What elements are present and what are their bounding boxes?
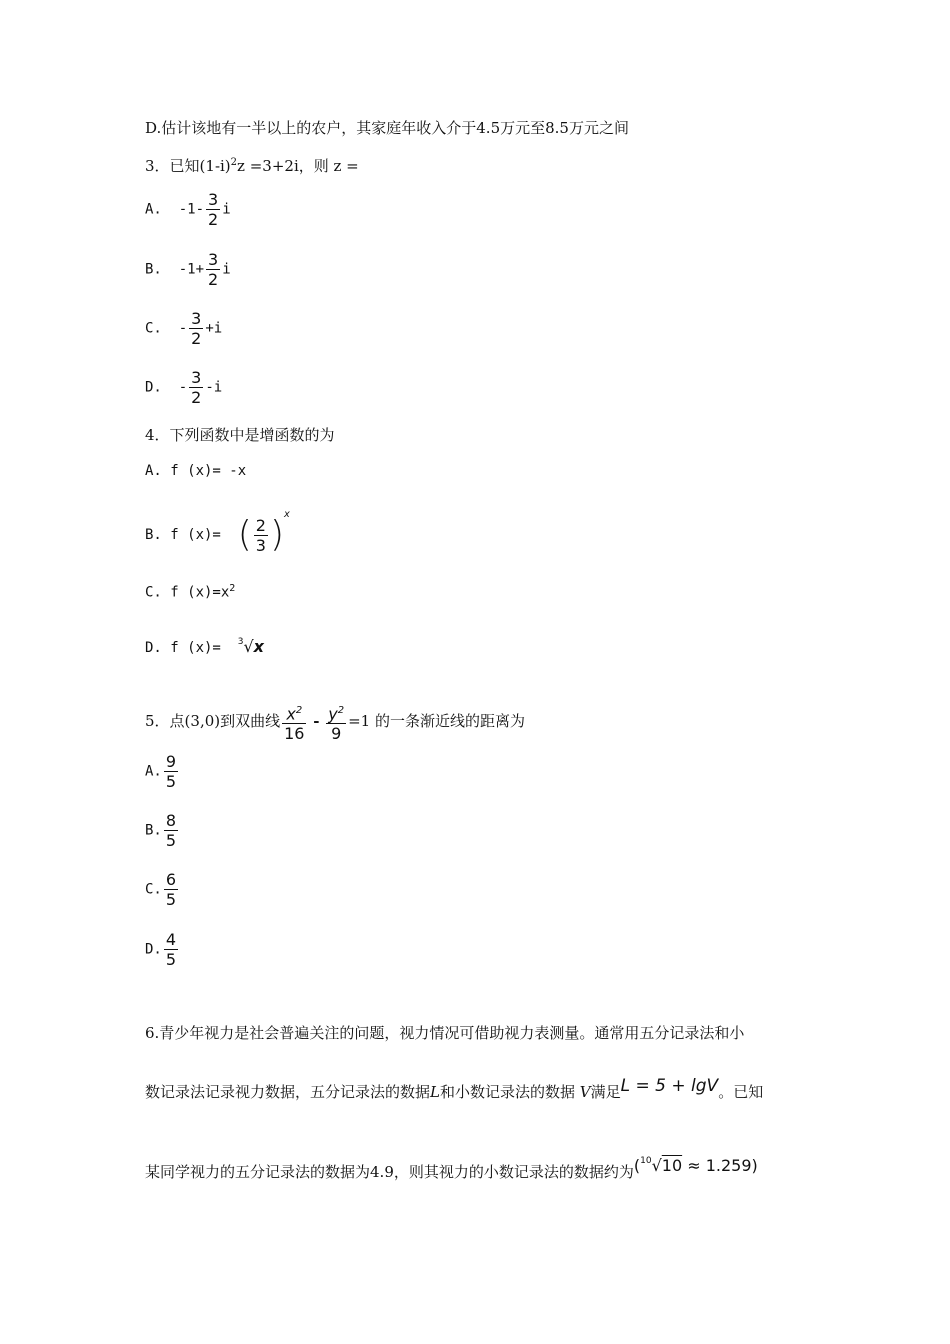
q6-line2-pre: 数记录法记录视力数据，五分记录法的数据 [145,1083,431,1101]
q6-line-2 [145,1076,764,1102]
fraction-numerator: 3 [208,250,219,269]
fraction-denominator: 2 [208,270,219,289]
fraction-denominator: 16 [284,724,305,744]
fraction-y2-9 [326,701,346,743]
fraction-denominator: 9 [326,723,346,743]
q3-stem-suffix: z =3+2i，则 z = [237,157,359,175]
fraction-denominator: 5 [165,831,177,850]
exponent: 2 [229,583,236,594]
fraction-numerator: 3 [191,368,202,387]
right-paren-icon: ) [269,514,284,555]
q6-line2-mid: 和小数记录法的数据 [439,1083,575,1101]
minus-sign: - [313,712,320,731]
option-label: D. f (x)= [145,640,221,656]
radical-icon: √ [243,637,254,656]
fraction-numerator: 3 [208,190,219,209]
fraction-denominator: 2 [208,210,219,229]
formula-L-5-lgV: L = 5 + lgV [620,1076,719,1096]
var-L: L [430,1083,440,1101]
fraction-x2-16 [282,701,306,743]
radicand: x [253,637,264,656]
fraction-numerator: 3 [191,309,202,328]
exponent: x [284,509,291,520]
q3-option-d [145,368,222,407]
option-label: B. [145,261,162,278]
option-post: i [222,261,231,278]
q4-option-a: A. f (x)= -x [145,463,247,479]
fraction-numerator: 8 [165,811,177,830]
q6-line-3 [145,1157,758,1182]
fraction [164,752,178,791]
fraction-numerator: 4 [165,930,177,949]
q3-stem-prefix: 3．已知(1-i) [145,157,231,175]
cube-root [238,637,264,656]
radical-icon: √ [651,1156,662,1175]
fraction [206,190,220,229]
fraction-numerator [282,701,306,723]
option-label: C. [145,881,162,898]
fraction [206,250,220,289]
q4-option-d [145,632,264,658]
fraction-denominator: 5 [165,950,177,969]
option-pre: - [178,379,188,396]
option-label: A. [145,201,162,218]
q6-line2-post: 满足 [590,1083,621,1101]
q4-option-b [145,505,290,555]
var-V: V [579,1083,591,1101]
numerator-var: y [328,704,338,724]
option-label: B. [145,822,162,839]
option-label: B. f (x)= [145,527,221,543]
option-label: D. [145,379,162,396]
root-index: 10 [640,1156,652,1166]
fraction [189,368,203,407]
q6-line-1: 6.青少年视力是社会普遍关注的问题，视力情况可借助视力表测量。通常用五分记录法和小 [145,1024,745,1042]
q3-option-c [145,309,222,348]
q4-option-c [145,579,235,603]
option-post: +i [205,320,223,337]
q5-pre: 5．点(3,0)到双曲线 [145,712,281,731]
q6-line3-pre: 某同学视力的五分记录法的数据为4.9，则其视力的小数记录法的数据约为 [145,1163,634,1181]
fraction-numerator: 9 [165,752,177,771]
option-pre: -1+ [178,261,205,278]
q6-line2-end: 。已知 [718,1083,764,1101]
q3-option-a [145,190,231,229]
fraction [164,930,178,969]
option-label: C. f (x)=x [145,584,230,601]
fraction-denominator: 5 [165,890,177,909]
q5-option-a [145,752,180,791]
q4-stem: 4．下列函数中是增函数的为 [145,426,335,444]
option-label: C. [145,320,162,337]
option-pre: -1- [178,201,205,218]
q5-stem [145,701,525,743]
option-post: -i [205,379,223,396]
fraction-numerator: 6 [165,870,177,889]
option-post: i [222,201,231,218]
fraction-numerator [326,701,346,723]
q3-stem [145,153,359,176]
numerator-sup: 2 [337,705,345,716]
fraction-denominator: 2 [191,388,202,407]
option-label: D. [145,941,162,958]
q5-option-b [145,811,180,850]
q5-option-c [145,870,180,909]
fraction [254,516,268,555]
fraction [164,811,178,850]
q5-option-d [145,930,180,969]
numerator-sup: 2 [295,705,303,716]
radicand: 10 [661,1156,683,1175]
q3-stem-sup: 2 [230,157,238,168]
fraction [189,309,203,348]
fraction-denominator: 5 [165,772,177,791]
left-paren-icon: ( [237,514,252,555]
option-pre: - [178,320,188,337]
q5-post: =1 的一条渐近线的距离为 [348,712,525,731]
fraction [164,870,178,909]
root-index: 3 [237,637,244,647]
fraction-denominator: 2 [191,329,202,348]
approx-rest: ≈ 1.259) [682,1156,758,1175]
q3-option-b [145,250,231,289]
numerator-var: x [286,704,296,724]
q2-option-d: D.估计该地有一半以上的农户，其家庭年收入介于4.5万元至8.5万元之间 [145,119,629,137]
fraction-numerator: 2 [255,515,266,535]
open-paren: ( [633,1156,641,1175]
fraction-denominator: 3 [255,535,266,555]
option-label: A. [145,763,162,780]
approx-formula [634,1156,758,1175]
